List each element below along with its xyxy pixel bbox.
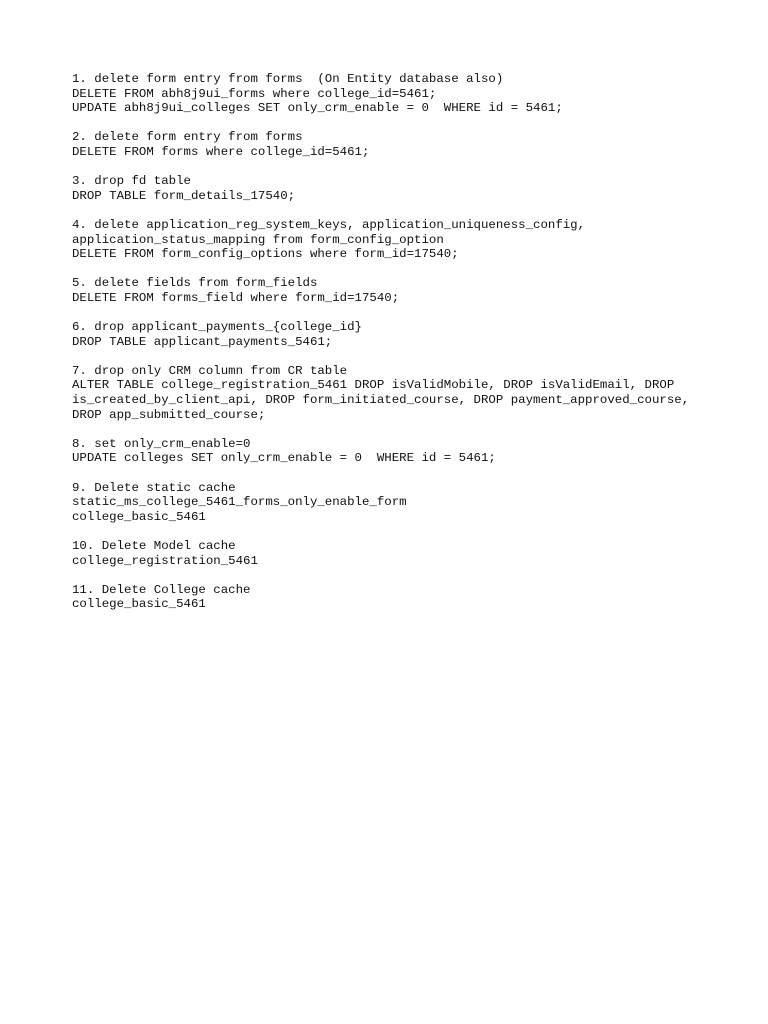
step-heading: 10. Delete Model cache <box>72 539 236 553</box>
step-heading: 6. drop applicant_payments_{college_id} <box>72 320 362 335</box>
sql-statement: DROP TABLE applicant_payments_5461; <box>72 334 333 349</box>
sql-statement: ALTER TABLE college_registration_5461 DROP isValidMobile, DROP isValidEmail, DROP <box>72 378 675 393</box>
step-10 <box>72 539 732 568</box>
sql-statement: DELETE FROM forms where college_id=5461; <box>72 144 370 159</box>
sql-statement-continued: is_created_by_client_api, DROP form_initiated_course, DROP payment_approved_course, <box>72 393 690 408</box>
step-7 <box>72 364 732 422</box>
step-heading: 7. drop only CRM column from CR table <box>72 363 348 378</box>
sql-statement-continued: DROP app_submitted_course; <box>72 407 266 422</box>
sql-statement: DELETE FROM forms_field where form_id=17540; <box>72 290 400 305</box>
cache-key: college_basic_5461 <box>72 597 206 612</box>
step-6 <box>72 320 732 349</box>
sql-statement: DELETE FROM abh8j9ui_forms where college_id=5461; <box>72 86 437 101</box>
step-9 <box>72 481 732 525</box>
step-3 <box>72 174 732 203</box>
step-4 <box>72 218 732 262</box>
step-heading-continued: application_status_mapping from form_config_option <box>72 232 444 247</box>
step-8 <box>72 437 732 466</box>
cache-key: college_registration_5461 <box>72 553 258 568</box>
sql-statement: DELETE FROM form_config_options where form_id=17540; <box>72 247 459 262</box>
step-heading: 9. Delete static cache <box>72 480 236 495</box>
step-heading: 8. set only_crm_enable=0 <box>72 436 251 451</box>
step-1 <box>72 72 732 116</box>
document-page <box>72 72 732 627</box>
step-heading: 11. Delete College cache <box>72 582 251 597</box>
step-2 <box>72 130 732 159</box>
step-5 <box>72 276 732 305</box>
sql-statement: DROP TABLE form_details_17540; <box>72 188 296 203</box>
sql-statement: UPDATE colleges SET only_crm_enable = 0 WHERE id = 5461; <box>72 451 496 466</box>
cache-key: college_basic_5461 <box>72 509 206 524</box>
step-heading: 3. drop fd table <box>72 174 191 189</box>
step-11 <box>72 583 732 612</box>
sql-statement: UPDATE abh8j9ui_colleges SET only_crm_enable = 0 WHERE id = 5461; <box>72 101 563 116</box>
cache-key: static_ms_college_5461_forms_only_enable_form <box>72 495 407 510</box>
step-heading: 2. delete form entry from forms <box>72 130 303 145</box>
step-heading: 4. delete application_reg_system_keys, application_uniqueness_config, <box>72 217 586 232</box>
step-heading: 5. delete fields from form_fields <box>72 276 318 291</box>
step-heading: 1. delete form entry from forms (On Entity database also) <box>72 72 504 86</box>
